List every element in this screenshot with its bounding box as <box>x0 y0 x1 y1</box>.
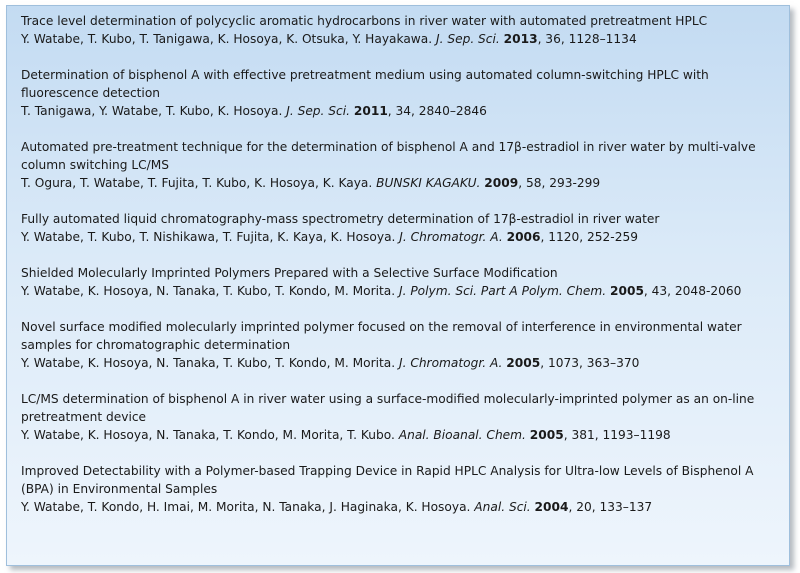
publication-authors: Y. Watabe, T. Kondo, H. Imai, M. Morita, N. Tanaka, J. Haginaka, K. Hosoya. <box>21 500 471 514</box>
publication-entry <box>21 390 781 444</box>
publication-entry <box>21 318 781 372</box>
publication-citation <box>21 174 781 192</box>
publication-title: Trace level determination of polycyclic aromatic hydrocarbons in river water with automated pretreatment HPLC <box>21 14 708 28</box>
publication-entry <box>21 210 781 246</box>
publication-authors: Y. Watabe, T. Kubo, T. Nishikawa, T. Fujita, K. Kaya, K. Hosoya. <box>21 230 396 244</box>
publication-title: Fully automated liquid chromatography-mass spectrometry determination of 17β-estradiol in river water <box>21 212 660 226</box>
publication-citation <box>21 426 781 444</box>
publication-title: Determination of bisphenol A with effective pretreatment medium using automated column-switching HPLC with fluorescence detection <box>21 68 709 100</box>
publication-year: 2005 <box>506 356 541 370</box>
publication-year: 2009 <box>484 176 519 190</box>
publication-details: , 20, 133–137 <box>568 500 653 514</box>
publication-year: 2005 <box>610 284 644 298</box>
publication-journal: J. Chromatogr. A. <box>398 356 503 370</box>
publication-authors: Y. Watabe, T. Kubo, T. Tanigawa, K. Hosoya, K. Otsuka, Y. Hayakawa. <box>21 32 433 46</box>
publication-entry <box>21 462 781 516</box>
publication-authors: Y. Watabe, K. Hosoya, N. Tanaka, T. Kubo, T. Kondo, M. Morita. <box>21 284 396 298</box>
publication-citation <box>21 102 781 120</box>
publication-journal: J. Sep. Sci. <box>436 32 500 46</box>
publication-details: , 43, 2048-2060 <box>643 284 742 298</box>
publication-citation <box>21 30 781 48</box>
publication-list-panel <box>6 5 790 566</box>
publication-journal: Anal. Bioanal. Chem. <box>398 428 526 442</box>
publication-entry <box>21 12 781 48</box>
publication-authors: Y. Watabe, K. Hosoya, N. Tanaka, T. Kondo, M. Morita, T. Kubo. <box>21 428 395 442</box>
publication-entry <box>21 138 781 192</box>
publication-year: 2006 <box>506 230 541 244</box>
publication-details: , 381, 1193–1198 <box>563 428 671 442</box>
publication-journal: Anal. Sci. <box>474 500 531 514</box>
publication-details: , 1120, 252-259 <box>540 230 638 244</box>
publication-citation <box>21 498 781 516</box>
publication-details: , 1073, 363–370 <box>540 356 640 370</box>
publication-title: Improved Detectability with a Polymer-based Trapping Device in Rapid HPLC Analysis for Ultra-low Levels of Bisphenol A (BPA) in Environmental Samples <box>21 464 754 496</box>
publication-details: , 58, 293-299 <box>518 176 601 190</box>
publication-journal: J. Chromatogr. A. <box>399 230 503 244</box>
publication-entry <box>21 264 781 300</box>
publication-year: 2004 <box>534 500 569 514</box>
publication-journal: J. Sep. Sci. <box>286 104 350 118</box>
publication-authors: Y. Watabe, K. Hosoya, N. Tanaka, T. Kubo, T. Kondo, M. Morita. <box>21 356 396 370</box>
publication-citation <box>21 282 781 300</box>
publication-title: Automated pre-treatment technique for the determination of bisphenol A and 17β-estradiol in river water by multi-valve column switching LC/MS <box>21 140 756 172</box>
publication-title: Novel surface modified molecularly imprinted polymer focused on the removal of interference in environmental water samples for chromatographic determination <box>21 320 742 352</box>
publication-year: 2011 <box>353 104 388 118</box>
publication-authors: T. Ogura, T. Watabe, T. Fujita, T. Kubo, K. Hosoya, K. Kaya. <box>21 176 373 190</box>
publication-citation <box>21 228 781 246</box>
publication-title: LC/MS determination of bisphenol A in river water using a surface-modified molecularly-imprinted polymer as an on-line pretreatment device <box>21 392 755 424</box>
publication-journal: J. Polym. Sci. Part A Polym. Chem. <box>398 284 607 298</box>
publication-citation <box>21 354 781 372</box>
publication-authors: T. Tanigawa, Y. Watabe, T. Kubo, K. Hosoya. <box>21 104 283 118</box>
publication-list <box>21 12 781 534</box>
publication-entry <box>21 66 781 120</box>
publication-year: 2013 <box>503 32 538 46</box>
publication-title: Shielded Molecularly Imprinted Polymers Prepared with a Selective Surface Modification <box>21 266 558 280</box>
publication-details: , 36, 1128–1134 <box>537 32 637 46</box>
publication-year: 2005 <box>529 428 564 442</box>
publication-journal: BUNSKI KAGAKU. <box>376 176 481 190</box>
publication-details: , 34, 2840–2846 <box>387 104 487 118</box>
